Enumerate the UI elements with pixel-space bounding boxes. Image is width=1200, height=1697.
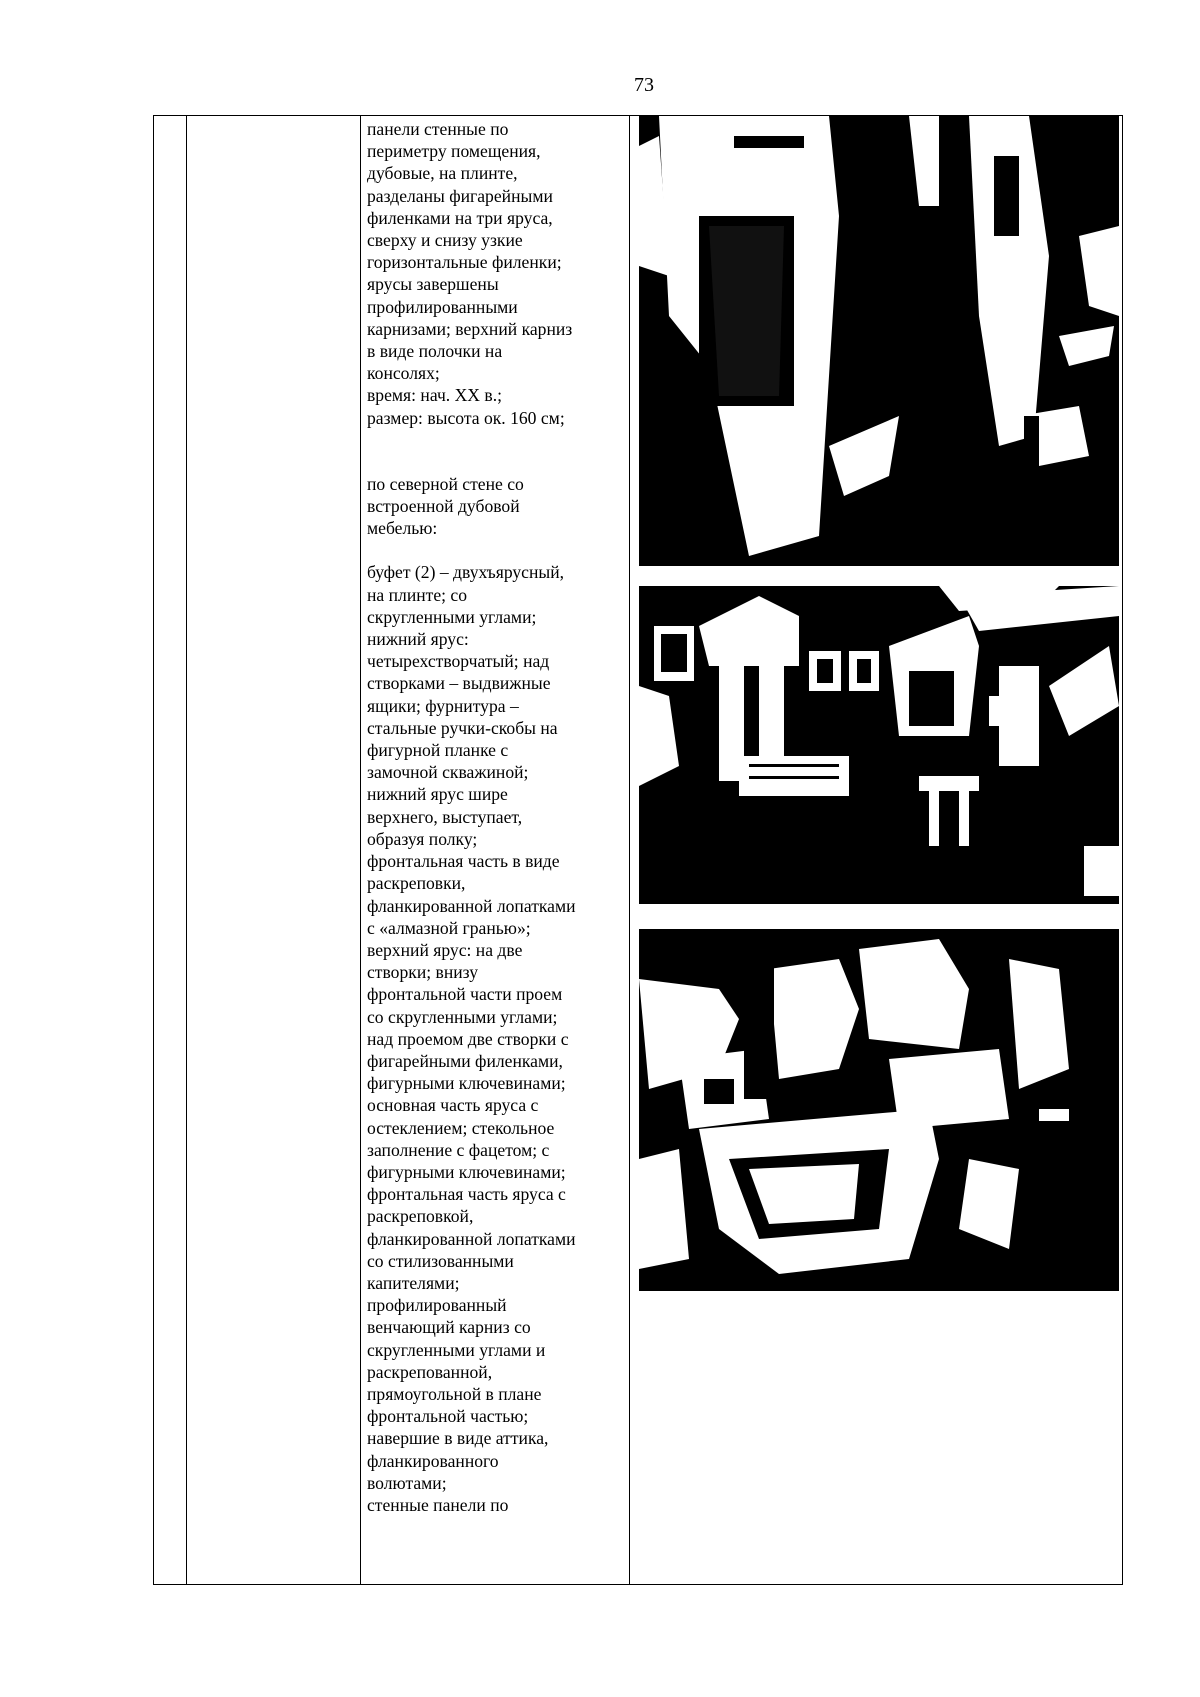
document-table bbox=[153, 115, 1123, 1585]
time-text: время: нач. XX в.; bbox=[367, 385, 502, 406]
description-column bbox=[367, 118, 617, 1516]
vase-sculpture-photo bbox=[639, 929, 1119, 1291]
buffet-interior-photo bbox=[639, 586, 1119, 904]
size-text: размер: высота ок. 160 см; bbox=[367, 407, 565, 428]
page-number: 73 bbox=[634, 74, 654, 96]
column-divider-2 bbox=[360, 116, 361, 1584]
continued-text: стенные панели по bbox=[367, 1494, 509, 1515]
column-divider-3 bbox=[629, 116, 630, 1584]
wall-panels-photo bbox=[639, 116, 1119, 566]
panels-description: панели стенные по периметру помещения, дубовые, на плинте, разделаны фигарейными филенками на три яруса, сверху и снизу узкие горизонтальные филенки; ярусы завершены профилированными карнизами; верхний карниз в виде полочки на консолях; bbox=[367, 119, 573, 384]
column-divider-1 bbox=[186, 116, 187, 1584]
north-wall-heading: по северной стене со встроенной дубовой мебелью: bbox=[367, 473, 524, 539]
buffet-description: буфет (2) – двухъярусный, на плинте; со скругленными углами; нижний ярус: четырехстворчатый; над створками – выдвижные ящики; фурнитура – стальные ручки-скобы на фигурной планке с замочной скважиной; нижний ярус шире верхнего, выступает, образуя полку; фронтальная часть в виде раскреповки, фланкированной лопатками с «алмазной гранью»; верхний ярус: на две створки; внизу фронтальной части проем со скругленными углами; над проемом две створки с фигарейными филенками, фигурными ключевинами; основная часть яруса с остеклением; стекольное заполнение с фацетом; с фигурными ключевинами; фронтальная часть яруса с раскреповкой, фланкированной лопатками со стилизованными капителями; профилированный венчающий карниз со скругленными углами и раскрепованной, прямоугольной в плане фронтальной частью; навершие в виде аттика, фланкированного волютами; bbox=[367, 562, 576, 1493]
